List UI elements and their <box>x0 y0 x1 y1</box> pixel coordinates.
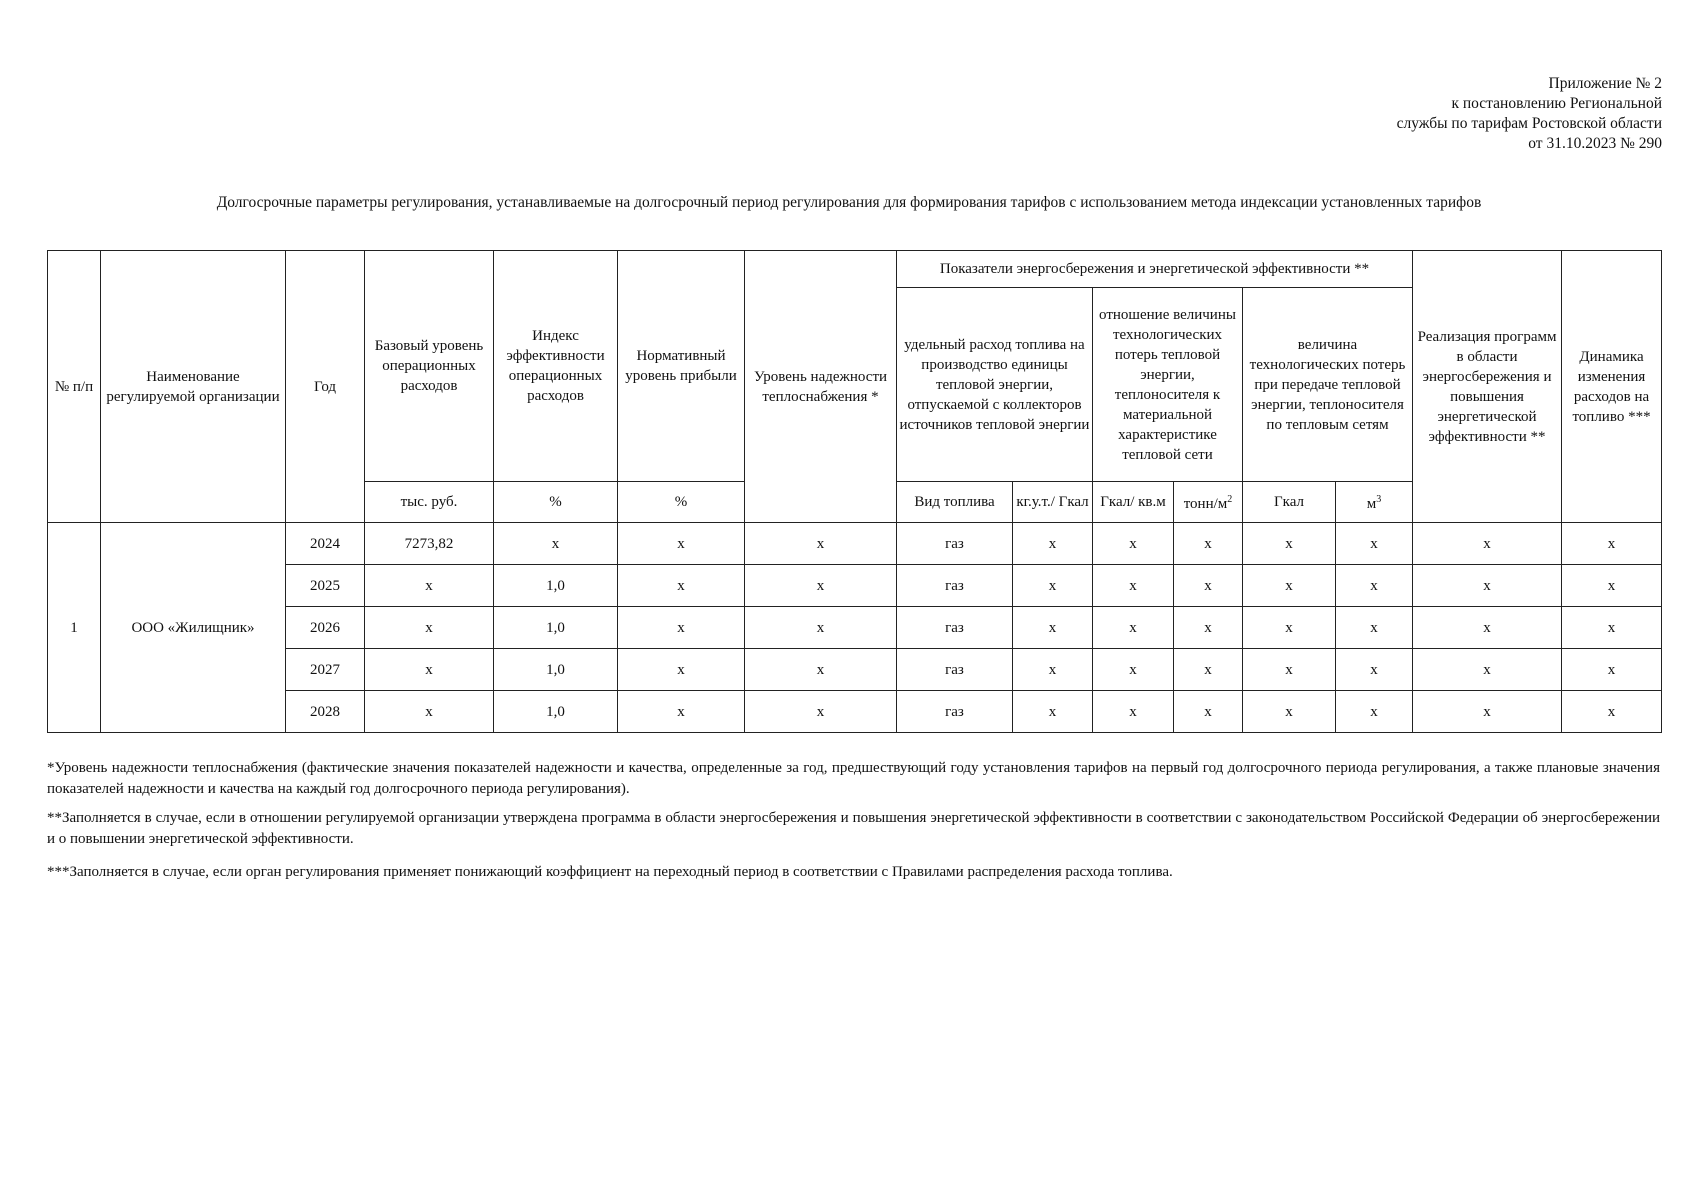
unit-loss-gcal: Гкал <box>1243 482 1336 523</box>
unit-ratio-ton-sup: 2 <box>1227 494 1233 505</box>
cell-year: 2025 <box>286 565 365 607</box>
unit-loss-m3-sup: 3 <box>1376 494 1382 505</box>
cell-fuel-spec: x <box>1013 607 1093 649</box>
table-row <box>48 523 1662 565</box>
cell-year: 2028 <box>286 691 365 733</box>
cell-fuel-type: газ <box>897 565 1013 607</box>
header-reliability: Уровень надежности теплоснабжения * <box>745 251 897 523</box>
table-row <box>48 691 1662 733</box>
header-losses: величина технологических потерь при передаче тепловой энергии, теплоносителя по тепловым сетям <box>1243 288 1413 482</box>
cell-reliability: x <box>745 607 897 649</box>
cell-loss-m3: x <box>1336 523 1413 565</box>
cell-ratio-ton: x <box>1174 649 1243 691</box>
cell-base: x <box>365 565 494 607</box>
document-title: Долгосрочные параметры регулирования, устанавливаемые на долгосрочный период регулирования для формирования тарифов с использованием метода индексации установленных тарифов <box>216 194 1482 211</box>
cell-reliability: x <box>745 649 897 691</box>
cell-fuel-spec: x <box>1013 565 1093 607</box>
cell-dynamics: x <box>1562 565 1662 607</box>
header-fuel-spec: удельный расход топлива на производство единицы тепловой энергии, отпускаемой с коллекторов источников тепловой энергии <box>897 288 1093 482</box>
unit-ratio-gcal: Гкал/ кв.м <box>1093 482 1174 523</box>
cell-loss-gcal: x <box>1243 649 1336 691</box>
cell-index: 1,0 <box>494 607 618 649</box>
cell-dynamics: x <box>1562 607 1662 649</box>
header-base: Базовый уровень операционных расходов <box>365 251 494 482</box>
table-row <box>48 565 1662 607</box>
cell-ratio-ton: x <box>1174 691 1243 733</box>
unit-index: % <box>494 482 618 523</box>
header-service: службы по тарифам Ростовской области <box>1396 115 1662 132</box>
cell-fuel-spec: x <box>1013 691 1093 733</box>
cell-year: 2024 <box>286 523 365 565</box>
cell-loss-m3: x <box>1336 565 1413 607</box>
header-energy-group: Показатели энергосбережения и энергетической эффективности ** <box>897 251 1413 288</box>
cell-fuel-spec: x <box>1013 649 1093 691</box>
cell-profit: x <box>618 649 745 691</box>
header-resolution: к постановлению Региональной <box>1451 95 1662 112</box>
cell-num: 1 <box>48 523 101 733</box>
cell-loss-gcal: x <box>1243 607 1336 649</box>
cell-dynamics: x <box>1562 691 1662 733</box>
cell-profit: x <box>618 607 745 649</box>
cell-base: 7273,82 <box>365 523 494 565</box>
table-row <box>48 649 1662 691</box>
cell-fuel-type: газ <box>897 649 1013 691</box>
cell-dynamics: x <box>1562 649 1662 691</box>
cell-programs: x <box>1413 649 1562 691</box>
header-dynamics: Динамика изменения расходов на топливо *** <box>1562 251 1662 523</box>
header-num: № п/п <box>48 251 101 523</box>
cell-index: 1,0 <box>494 565 618 607</box>
cell-fuel-type: газ <box>897 607 1013 649</box>
header-index: Индекс эффективности операционных расходов <box>494 251 618 482</box>
header-programs: Реализация программ в области энергосбережения и повышения энергетической эффективности ** <box>1413 251 1562 523</box>
header-org: Наименование регулируемой организации <box>101 251 286 523</box>
cell-year: 2027 <box>286 649 365 691</box>
footnote-energy-program: **Заполняется в случае, если в отношении регулируемой организации утверждена программа в области энергосбережения и повышения энергетической эффективности в соответствии с законодательством Российской Федерации об энергосбережении и о повышении энергетической эффективности. <box>47 810 1660 847</box>
cell-programs: x <box>1413 523 1562 565</box>
cell-loss-gcal: x <box>1243 691 1336 733</box>
cell-reliability: x <box>745 523 897 565</box>
unit-profit: % <box>618 482 745 523</box>
cell-index: 1,0 <box>494 649 618 691</box>
cell-ratio-gcal: x <box>1093 523 1174 565</box>
cell-reliability: x <box>745 565 897 607</box>
unit-loss-m3-text: м <box>1366 496 1377 512</box>
cell-fuel-type: газ <box>897 523 1013 565</box>
cell-ratio-gcal: x <box>1093 607 1174 649</box>
header-appendix: Приложение № 2 <box>1548 75 1662 92</box>
cell-loss-gcal: x <box>1243 523 1336 565</box>
cell-fuel-type: газ <box>897 691 1013 733</box>
unit-loss-m3 <box>1336 482 1413 523</box>
footnote-fuel-dynamics: ***Заполняется в случае, если орган регулирования применяет понижающий коэффициент на переходный период в соответствии с Правилами распределения расхода топлива. <box>47 864 1173 880</box>
cell-ratio-gcal: x <box>1093 691 1174 733</box>
unit-base: тыс. руб. <box>365 482 494 523</box>
cell-programs: x <box>1413 691 1562 733</box>
cell-ratio-ton: x <box>1174 523 1243 565</box>
footnotes <box>47 758 1660 891</box>
cell-loss-m3: x <box>1336 607 1413 649</box>
header-loss-ratio: отношение величины технологических потерь тепловой энергии, теплоносителя к материальной характеристике тепловой сети <box>1093 288 1243 482</box>
cell-profit: x <box>618 523 745 565</box>
cell-reliability: x <box>745 691 897 733</box>
cell-profit: x <box>618 691 745 733</box>
document-header <box>1397 74 1662 154</box>
cell-base: x <box>365 649 494 691</box>
unit-ratio-ton-text: тонн/м <box>1183 496 1228 512</box>
cell-loss-m3: x <box>1336 691 1413 733</box>
table-row <box>48 607 1662 649</box>
cell-profit: x <box>618 565 745 607</box>
header-profit: Нормативный уровень прибыли <box>618 251 745 482</box>
cell-fuel-spec: x <box>1013 523 1093 565</box>
parameters-table <box>47 250 1662 733</box>
cell-ratio-ton: x <box>1174 565 1243 607</box>
cell-org: ООО «Жилищник» <box>101 523 286 733</box>
cell-ratio-gcal: x <box>1093 565 1174 607</box>
unit-fuel-type: Вид топлива <box>897 482 1013 523</box>
cell-base: x <box>365 691 494 733</box>
cell-year: 2026 <box>286 607 365 649</box>
cell-programs: x <box>1413 565 1562 607</box>
cell-ratio-gcal: x <box>1093 649 1174 691</box>
cell-loss-gcal: x <box>1243 565 1336 607</box>
footnote-reliability: *Уровень надежности теплоснабжения (фактические значения показателей надежности и качества, определенные за год, предшествующий году установления тарифов на первый год долгосрочного периода регулирования, а также плановые значения показателей надежности и качества на каждый год долгосрочного периода регулирования). <box>47 760 1660 797</box>
cell-index: 1,0 <box>494 691 618 733</box>
unit-fuel-spec: кг.у.т./ Гкал <box>1013 482 1093 523</box>
header-year: Год <box>286 251 365 523</box>
cell-loss-m3: x <box>1336 649 1413 691</box>
cell-index: x <box>494 523 618 565</box>
header-date-number: от 31.10.2023 № 290 <box>1528 135 1662 152</box>
cell-programs: x <box>1413 607 1562 649</box>
cell-dynamics: x <box>1562 523 1662 565</box>
cell-base: x <box>365 607 494 649</box>
unit-ratio-ton <box>1174 482 1243 523</box>
cell-ratio-ton: x <box>1174 607 1243 649</box>
